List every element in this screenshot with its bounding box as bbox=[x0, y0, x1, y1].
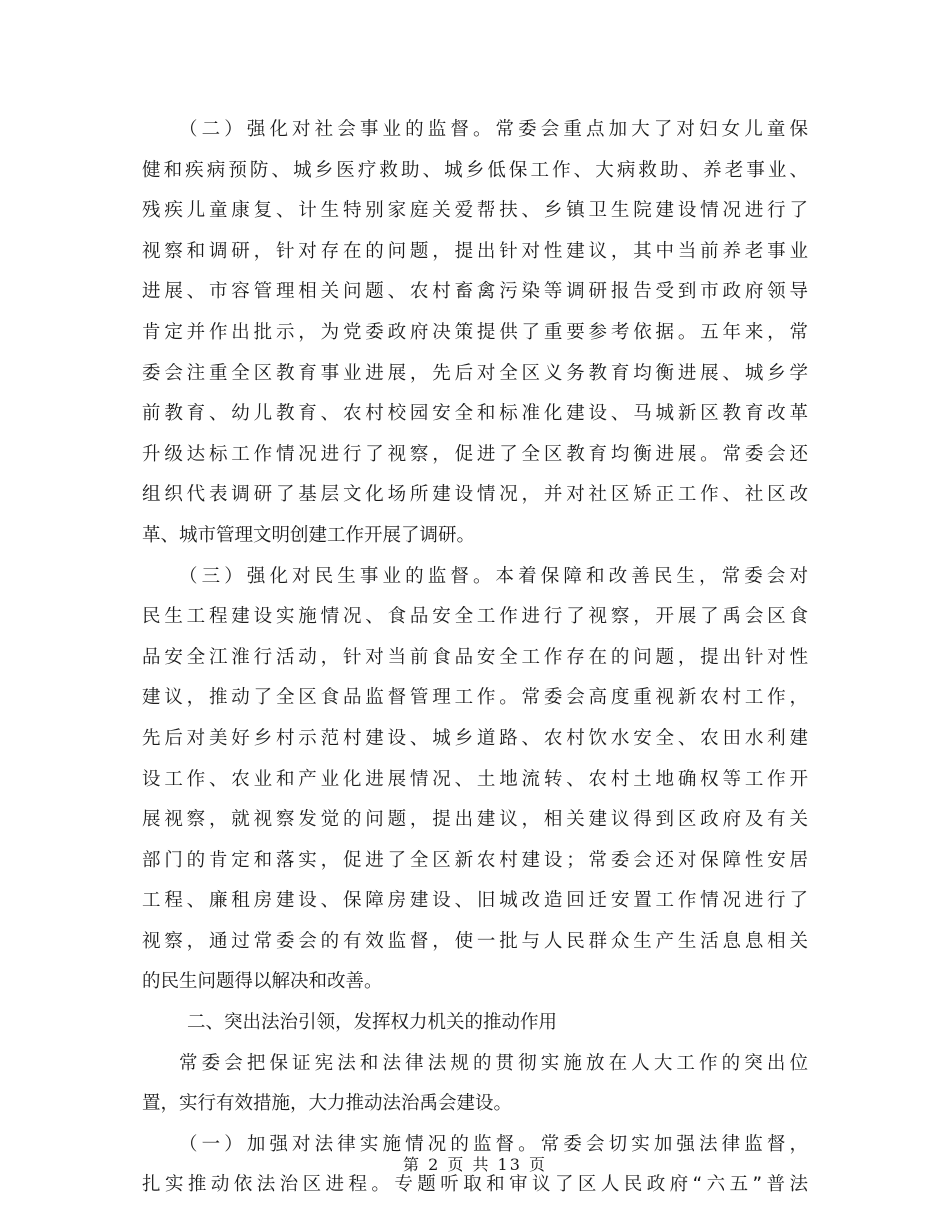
paragraph-line: 先后对美好乡村示范村建设、城乡道路、农村饮水安全、农田水利建 bbox=[142, 727, 808, 749]
paragraph-line: 肯定并作出批示，为党委政府决策提供了重要参考依据。五年来，常 bbox=[142, 321, 808, 343]
paragraph-line: （三）强化对民生事业的监督。本着保障和改善民生，常委会对 bbox=[179, 565, 808, 587]
paragraph-line: 常委会把保证宪法和法律法规的贯彻实施放在人大工作的突出位 bbox=[179, 1052, 808, 1074]
paragraph-line: 置，实行有效措施，大力推动法治禹会建设。 bbox=[142, 1093, 513, 1115]
paragraph-line: 民生工程建设实施情况、食品安全工作进行了视察，开展了禹会区食 bbox=[142, 606, 808, 628]
paragraph-line: （一）加强对法律实施情况的监督。常委会切实加强法律监督， bbox=[179, 1133, 808, 1155]
paragraph-line: 委会注重全区教育事业进展，先后对全区义务教育均衡进展、城乡学 bbox=[142, 362, 808, 384]
paragraph-line: 视察和调研，针对存在的问题，提出针对性建议，其中当前养老事业 bbox=[142, 240, 808, 262]
paragraph-line: 革、城市管理文明创建工作开展了调研。 bbox=[142, 524, 476, 546]
page-number-footer: 第 2 页 共 13 页 bbox=[403, 1155, 547, 1174]
paragraph-line: 展视察，就视察发觉的问题，提出建议，相关建议得到区政府及有关 bbox=[142, 809, 808, 831]
paragraph-line: 部门的肯定和落实，促进了全区新农村建设；常委会还对保障性安居 bbox=[142, 849, 808, 871]
paragraph-line: 残疾儿童康复、计生特别家庭关爱帮扶、乡镇卫生院建设情况进行了 bbox=[142, 200, 808, 222]
paragraph-line: 工程、廉租房建设、保障房建设、旧城改造回迁安置工作情况进行了 bbox=[142, 890, 808, 912]
paragraph-line: 视察，通过常委会的有效监督，使一批与人民群众生产生活息息相关 bbox=[142, 930, 808, 952]
paragraph-line: 建议，推动了全区食品监督管理工作。常委会高度重视新农村工作， bbox=[142, 687, 808, 709]
section-heading: 二、突出法治引领，发挥权力机关的推动作用 bbox=[187, 1012, 558, 1034]
document-body bbox=[142, 110, 808, 1206]
paragraph-line: 进展、市容管理相关问题、农村畜禽污染等调研报告受到市政府领导 bbox=[142, 281, 808, 303]
paragraph-line: 设工作、农业和产业化进展情况、土地流转、农村土地确权等工作开 bbox=[142, 768, 808, 790]
paragraph-line: 升级达标工作情况进行了视察，促进了全区教育均衡进展。常委会还 bbox=[142, 443, 808, 465]
paragraph-line: （二）强化对社会事业的监督。常委会重点加大了对妇女儿童保 bbox=[179, 119, 808, 140]
paragraph-line: 组织代表调研了基层文化场所建设情况，并对社区矫正工作、社区改 bbox=[142, 484, 808, 506]
paragraph-line: 扎实推动依法治区进程。专题听取和审议了区人民政府“六五”普法 bbox=[142, 1174, 808, 1196]
paragraph-line: 品安全江淮行活动，针对当前食品安全工作存在的问题，提出针对性 bbox=[142, 646, 808, 668]
paragraph-line: 的民生问题得以解决和改善。 bbox=[142, 971, 383, 993]
paragraph-line: 前教育、幼儿教育、农村校园安全和标准化建设、马城新区教育改革 bbox=[142, 403, 808, 425]
paragraph-line: 健和疾病预防、城乡医疗救助、城乡低保工作、大病救助、养老事业、 bbox=[142, 159, 808, 181]
